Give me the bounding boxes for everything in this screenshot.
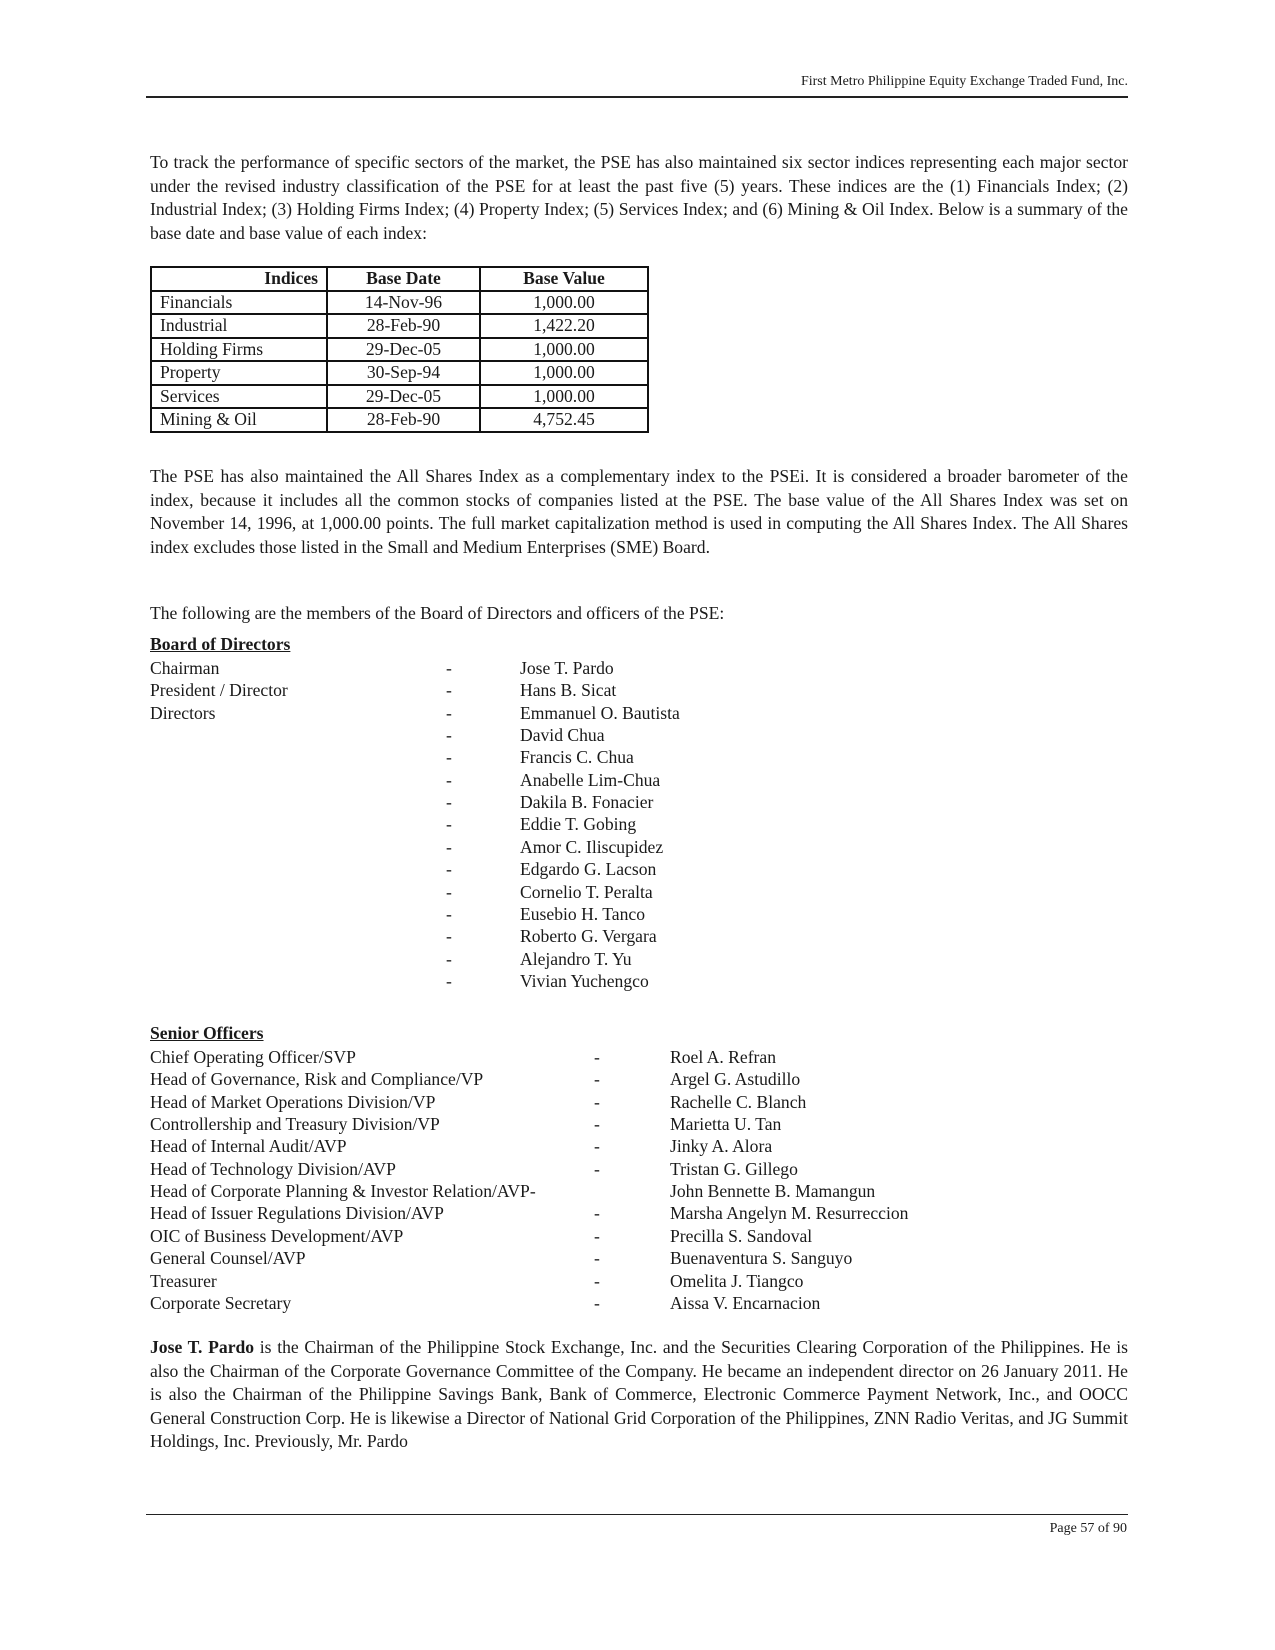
separator-dash: - — [594, 1203, 600, 1224]
table-header-cell: Indices — [151, 267, 327, 291]
separator-dash: - — [446, 948, 452, 969]
person-name: Tristan G. Gillego — [670, 1158, 798, 1179]
table-row — [151, 291, 648, 315]
person-name: Argel G. Astudillo — [670, 1069, 801, 1090]
sector-index-table — [150, 266, 649, 433]
pardo-bio-paragraph — [150, 1336, 1128, 1454]
person-name: Omelita J. Tiangco — [670, 1270, 804, 1291]
person-name: John Bennette B. Mamangun — [670, 1181, 876, 1202]
table-row — [151, 338, 648, 362]
table-cell: 14-Nov-96 — [327, 291, 480, 315]
separator-dash: - — [446, 814, 452, 835]
table-cell: 1,000.00 — [480, 338, 648, 362]
person-name: Marsha Angelyn M. Resurreccion — [670, 1203, 909, 1224]
page-number: Page 57 of 90 — [1049, 1521, 1127, 1536]
person-name: Amor C. Iliscupidez — [520, 836, 664, 857]
position-label: General Counsel/AVP — [150, 1248, 306, 1269]
person-name: Roberto G. Vergara — [520, 926, 657, 947]
table-cell: Property — [151, 361, 327, 385]
separator-dash: - — [594, 1158, 600, 1179]
position-label: Head of Market Operations Division/VP — [150, 1091, 436, 1112]
sector-indices-paragraph: To track the performance of specific sectors of the market, the PSE has also maintained six sector indices representing each major sector under the revised industry classification of the PSE for at least the past five (5) years. These indices are the (1) Financials Index; (2) Industrial Index; (3) Holding Firms Index; (4) Property Index; (5) Services Index; and (6) Mining & Oil Index. Below is a summary of the base date and base value of each index: — [150, 152, 1128, 243]
table-row — [151, 385, 648, 409]
table-row — [151, 314, 648, 338]
position-label: Head of Technology Division/AVP — [150, 1158, 396, 1179]
running-header: First Metro Philippine Equity Exchange Traded Fund, Inc. — [800, 74, 1128, 89]
footer-rule — [146, 1514, 1128, 1515]
separator-dash: - — [446, 792, 452, 813]
separator-dash: - — [446, 658, 452, 678]
person-name: Rachelle C. Blanch — [670, 1091, 807, 1112]
table-cell: 28-Feb-90 — [327, 314, 480, 338]
separator-dash: - — [446, 702, 452, 723]
separator-dash: - — [594, 1069, 600, 1090]
board-of-directors-heading: Board of Directors — [150, 634, 291, 654]
position-label: Head of Governance, Risk and Compliance/VP — [150, 1069, 484, 1090]
members-intro-paragraph: The following are the members of the Board of Directors and officers of the PSE: — [150, 603, 725, 623]
table-cell: Financials — [151, 291, 327, 315]
person-name: Edgardo G. Lacson — [520, 859, 657, 880]
position-label: Treasurer — [150, 1270, 217, 1291]
separator-dash: - — [446, 769, 452, 790]
table-header-cell: Base Value — [480, 267, 648, 291]
separator-dash: - — [446, 836, 452, 857]
table-cell: 1,000.00 — [480, 291, 648, 315]
person-name: Emmanuel O. Bautista — [520, 702, 680, 723]
table-header-row — [151, 267, 648, 291]
person-name: Jinky A. Alora — [670, 1136, 773, 1157]
person-name: Francis C. Chua — [520, 747, 634, 768]
separator-dash: - — [446, 680, 452, 701]
separator-dash: - — [594, 1270, 600, 1291]
separator-dash: - — [594, 1225, 600, 1246]
separator-dash: - — [594, 1248, 600, 1269]
table-cell: 1,422.20 — [480, 314, 648, 338]
person-name: Aissa V. Encarnacion — [670, 1292, 821, 1313]
person-name: Alejandro T. Yu — [520, 948, 632, 969]
person-name: Anabelle Lim-Chua — [520, 769, 661, 790]
person-name: Hans B. Sicat — [520, 680, 617, 701]
person-name: Dakila B. Fonacier — [520, 792, 654, 813]
position-label: Chairman — [150, 658, 220, 678]
separator-dash: - — [594, 1292, 600, 1313]
separator-dash: - — [594, 1136, 600, 1157]
all-shares-paragraph: The PSE has also maintained the All Shares Index as a complementary index to the PSEi. It is considered a broader barometer of the index, because it includes all the common stocks of companies listed at the PSE. The base value of the All Shares Index was set on November 14, 1996, at 1,000.00 points. The full market capitalization method is used in computing the All Shares Index. The All Shares index excludes those listed in the Small and Medium Enterprises (SME) Board. — [150, 466, 1128, 557]
separator-dash: - — [594, 1091, 600, 1112]
table-cell: 29-Dec-05 — [327, 385, 480, 409]
person-name: David Chua — [520, 725, 605, 746]
table-cell: 29-Dec-05 — [327, 338, 480, 362]
table-cell: Mining & Oil — [151, 408, 327, 432]
position-label: Head of Issuer Regulations Division/AVP — [150, 1203, 444, 1224]
table-cell: 1,000.00 — [480, 385, 648, 409]
pardo-bio-text: is the Chairman of the Philippine Stock Exchange, Inc. and the Securities Clearing Corporation of the Philippines. He is also the Chairman of the Corporate Governance Committee of the Company. He became an independent director on 26 January 2011. He is also the Chairman of the Philippine Savings Bank, Bank of Commerce, Electronic Commerce Payment Network, Inc., and OOCC General Construction Corp. He is likewise a Director of National Grid Corporation of the Philippines, ZNN Radio Veritas, and JG Summit Holdings, Inc. Previously, Mr. Pardo — [150, 1337, 1128, 1451]
person-name: Vivian Yuchengco — [520, 970, 649, 991]
person-name: Buenaventura S. Sanguyo — [670, 1248, 853, 1269]
position-label: OIC of Business Development/AVP — [150, 1225, 404, 1246]
table-cell: Services — [151, 385, 327, 409]
position-label: President / Director — [150, 680, 288, 701]
person-name: Jose T. Pardo — [520, 658, 614, 678]
position-label: Chief Operating Officer/SVP — [150, 1047, 356, 1067]
header-rule — [146, 96, 1128, 98]
separator-dash: - — [446, 970, 452, 991]
position-label: Directors — [150, 702, 216, 723]
table-cell: Holding Firms — [151, 338, 327, 362]
senior-officers-heading: Senior Officers — [150, 1023, 264, 1043]
table-row — [151, 408, 648, 432]
table-cell: 30-Sep-94 — [327, 361, 480, 385]
table-cell: Industrial — [151, 314, 327, 338]
person-name: Marietta U. Tan — [670, 1114, 782, 1135]
person-name: Eddie T. Gobing — [520, 814, 637, 835]
table-cell: 4,752.45 — [480, 408, 648, 432]
separator-dash: - — [446, 926, 452, 947]
separator-dash: - — [446, 747, 452, 768]
person-name: Roel A. Refran — [670, 1047, 777, 1067]
table-cell: 1,000.00 — [480, 361, 648, 385]
separator-dash: - — [446, 859, 452, 880]
person-name: Cornelio T. Peralta — [520, 881, 653, 902]
table-header-cell: Base Date — [327, 267, 480, 291]
position-label: Corporate Secretary — [150, 1292, 292, 1313]
person-name: Eusebio H. Tanco — [520, 903, 645, 924]
position-label: Head of Corporate Planning & Investor Relation/AVP- — [150, 1181, 536, 1202]
separator-dash: - — [594, 1114, 600, 1135]
table-cell: 28-Feb-90 — [327, 408, 480, 432]
position-label: Controllership and Treasury Division/VP — [150, 1114, 440, 1135]
separator-dash: - — [446, 903, 452, 924]
separator-dash: - — [446, 881, 452, 902]
pardo-name: Jose T. Pardo — [150, 1337, 255, 1357]
position-label: Head of Internal Audit/AVP — [150, 1136, 347, 1157]
person-name: Precilla S. Sandoval — [670, 1225, 813, 1246]
separator-dash: - — [446, 725, 452, 746]
table-row — [151, 361, 648, 385]
separator-dash: - — [594, 1047, 600, 1067]
